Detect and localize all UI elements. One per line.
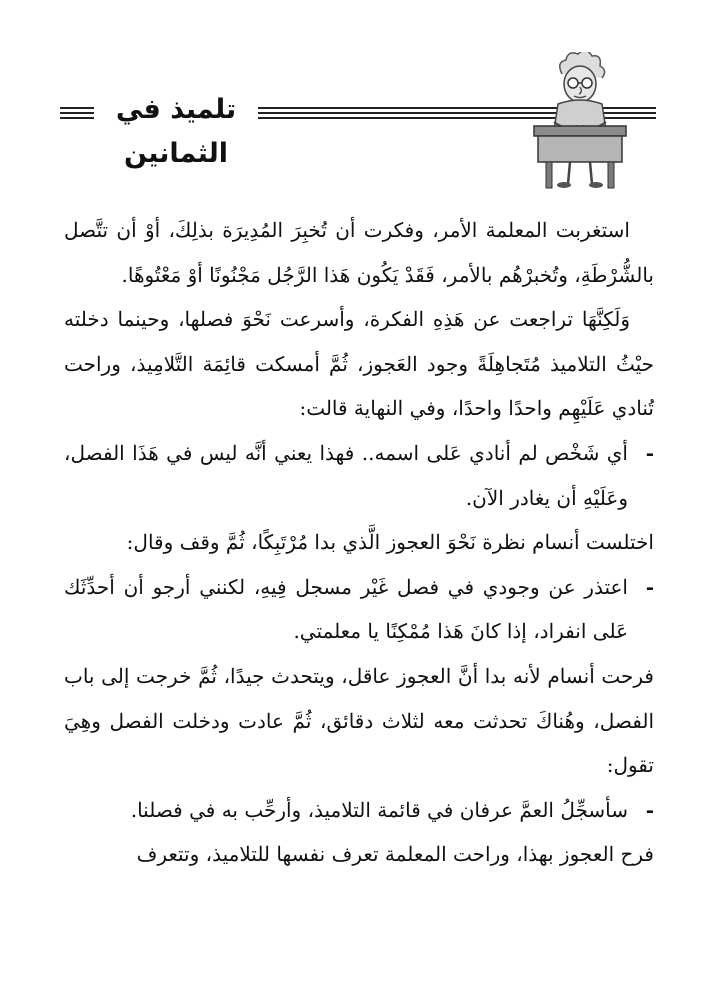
- dialogue-line: - أي شَخْص لم أنادي عَلى اسمه.. فهذا يعني أنَّه ليس في هَذَا الفصل، وعَلَيْهِ أن يغادر الآن.: [64, 431, 654, 520]
- paragraph: فرحت أنسام لأنه بدا أنَّ العجوز عاقل، ويتحدث جيدًا، ثُمَّ خرجت إلى باب الفصل، وهُناكَ تحدثت معه لثلاث دقائق، ثُمَّ عادت ودخلت الفصل وهِيَ تقول:: [64, 663, 654, 778]
- old-man-at-desk-illustration: [520, 52, 640, 192]
- story-text: [64, 208, 654, 877]
- page-header: [0, 0, 720, 200]
- paragraph: استغربت المعلمة الأمر، وفكرت أن تُخبِرَ المُدِيرَة بذلِكَ، أوْ أن تتَّصل بالشُّرْطَةِ، وتُخبرْهُم بالأمر، فَقَدْ يَكُون هَذا الرَّجُل مَجْنُونًا أوْ مَعْتُوهًا.: [64, 218, 654, 287]
- dialogue-line: - سأسجِّلُ العمَّ عرفان في قائمة التلاميذ، وأرحِّب به في فصلنا.: [64, 788, 654, 833]
- paragraph: فرح العجوز بهذا، وراحت المعلمة تعرف نفسها للتلاميذ، وتتعرف: [136, 842, 654, 867]
- chapter-title: تلميذ في الثمانين: [115, 94, 237, 169]
- paragraph: وَلَكِنَّهَا تراجعت عن هَذِهِ الفكرة، وأسرعت نَحْوَ فصلها، وحينما دخلته حيْثُ التلاميذ مُتَجاهِلَةً وجود العَجوز، ثُمَّ أمسكت قائِمَة التَّلامِيذ، وراحت تُنادي عَلَيْهِم واحدًا واحدًا، وفي النهاية قالت:: [64, 307, 654, 421]
- header-rule-left-side: [60, 107, 94, 122]
- dialogue-line: - اعتذر عن وجودي في فصل غَيْر مسجل فِيهِ، لكنني أرجو أن أحدِّثَك عَلى انفراد، إذا كانَ هَذا مُمْكِنًا يا معلمتي.: [64, 565, 654, 654]
- paragraph: اختلست أنسام نظرة نَحْوَ العجوز الَّذي بدا مُرْتَبِكًا، ثُمَّ وقف وقال:: [126, 530, 654, 555]
